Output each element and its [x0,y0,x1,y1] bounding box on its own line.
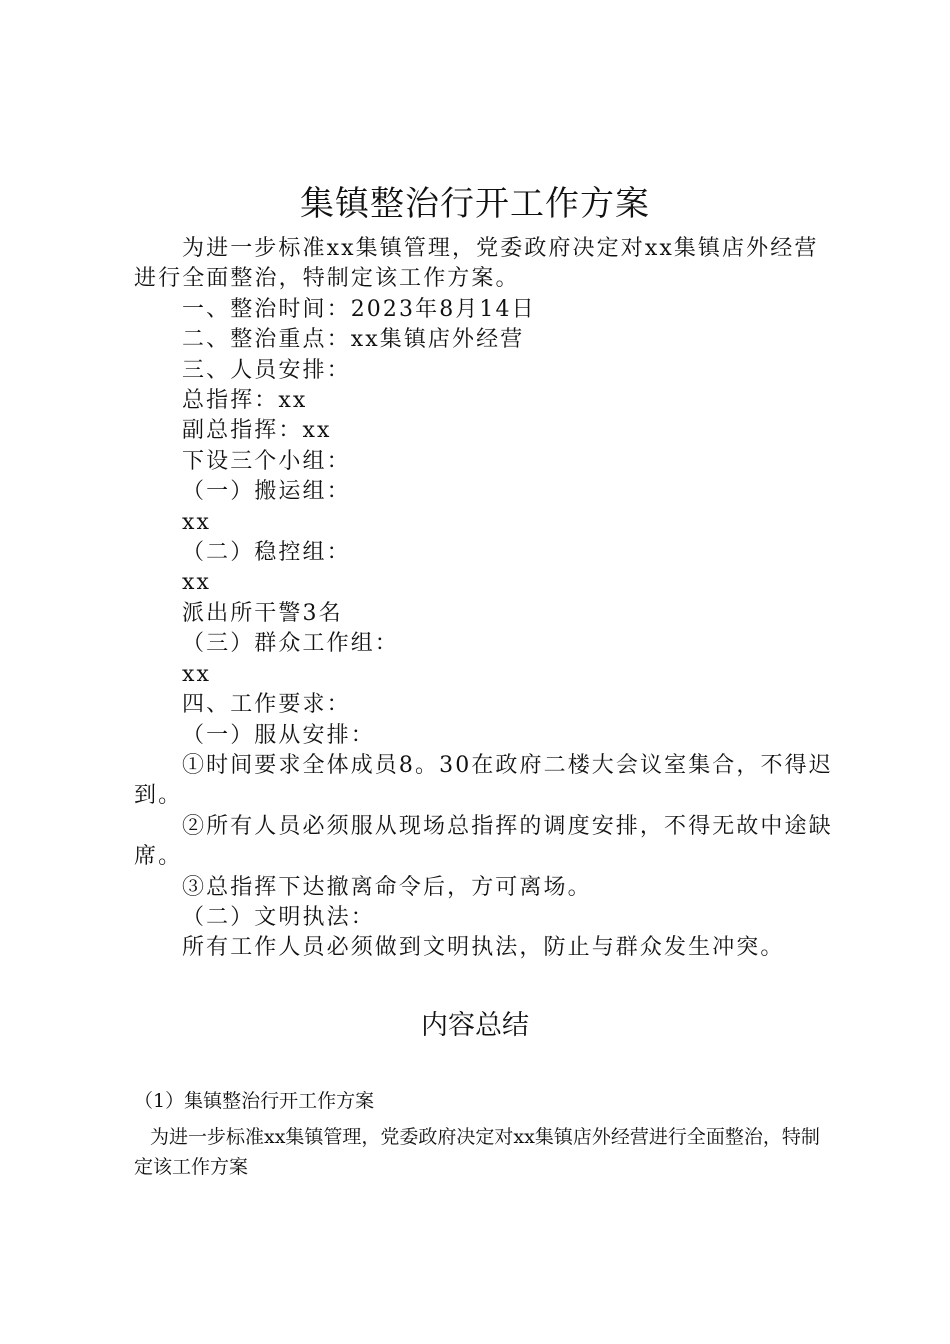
group3-title: （三）群众工作组： [182,631,399,657]
intro-paragraph: 为进一步标准xx集镇管理，党委政府决定对xx集镇店外经营进行全面整治，特制定该工作方案。 [134,236,819,292]
time-line: 一、整治时间：2023年8月14日 [182,296,536,322]
summary-item-title: （1）集镇整治行开工作方案 [134,1090,375,1112]
staff-heading: 三、人员安排： [182,357,351,383]
group2-police: 派出所干警3名 [182,600,343,626]
summary-item-text: 为进一步标准xx集镇管理，党委政府决定对xx集镇店外经营进行全面整治，特制定该工作方案 [134,1126,820,1178]
commander-line: 总指挥：xx [182,388,308,414]
group2-title: （二）稳控组： [182,540,351,566]
document-body [134,234,834,964]
focus-line: 二、整治重点：xx集镇店外经营 [182,327,525,353]
document-title: 集镇整治行开工作方案 [300,184,650,224]
req2-title: （二）文明执法： [182,904,375,930]
summary-heading: 内容总结 [421,1010,529,1041]
groups-intro-line: 下设三个小组： [182,448,351,474]
deputy-commander-line: 副总指挥：xx [182,418,332,444]
req1-item2: ②所有人员必须服从现场总指挥的调度安排，不得无故中途缺席。 [134,813,833,870]
req1-item3: ③总指挥下达撤离命令后，方可离场。 [182,874,592,900]
req1-title: （一）服从安排： [182,722,375,748]
req1-item1: ①时间要求全体成员8。30在政府二楼大会议室集合，不得迟到。 [134,752,833,809]
group1-title: （一）搬运组： [182,479,351,505]
requirements-heading: 四、工作要求： [182,692,351,718]
group1-member: xx [182,509,212,535]
req2-text: 所有工作人员必须做到文明执法，防止与群众发生冲突。 [182,935,785,961]
group3-member: xx [182,661,212,687]
summary-section [134,1086,824,1182]
group2-member: xx [182,570,212,596]
